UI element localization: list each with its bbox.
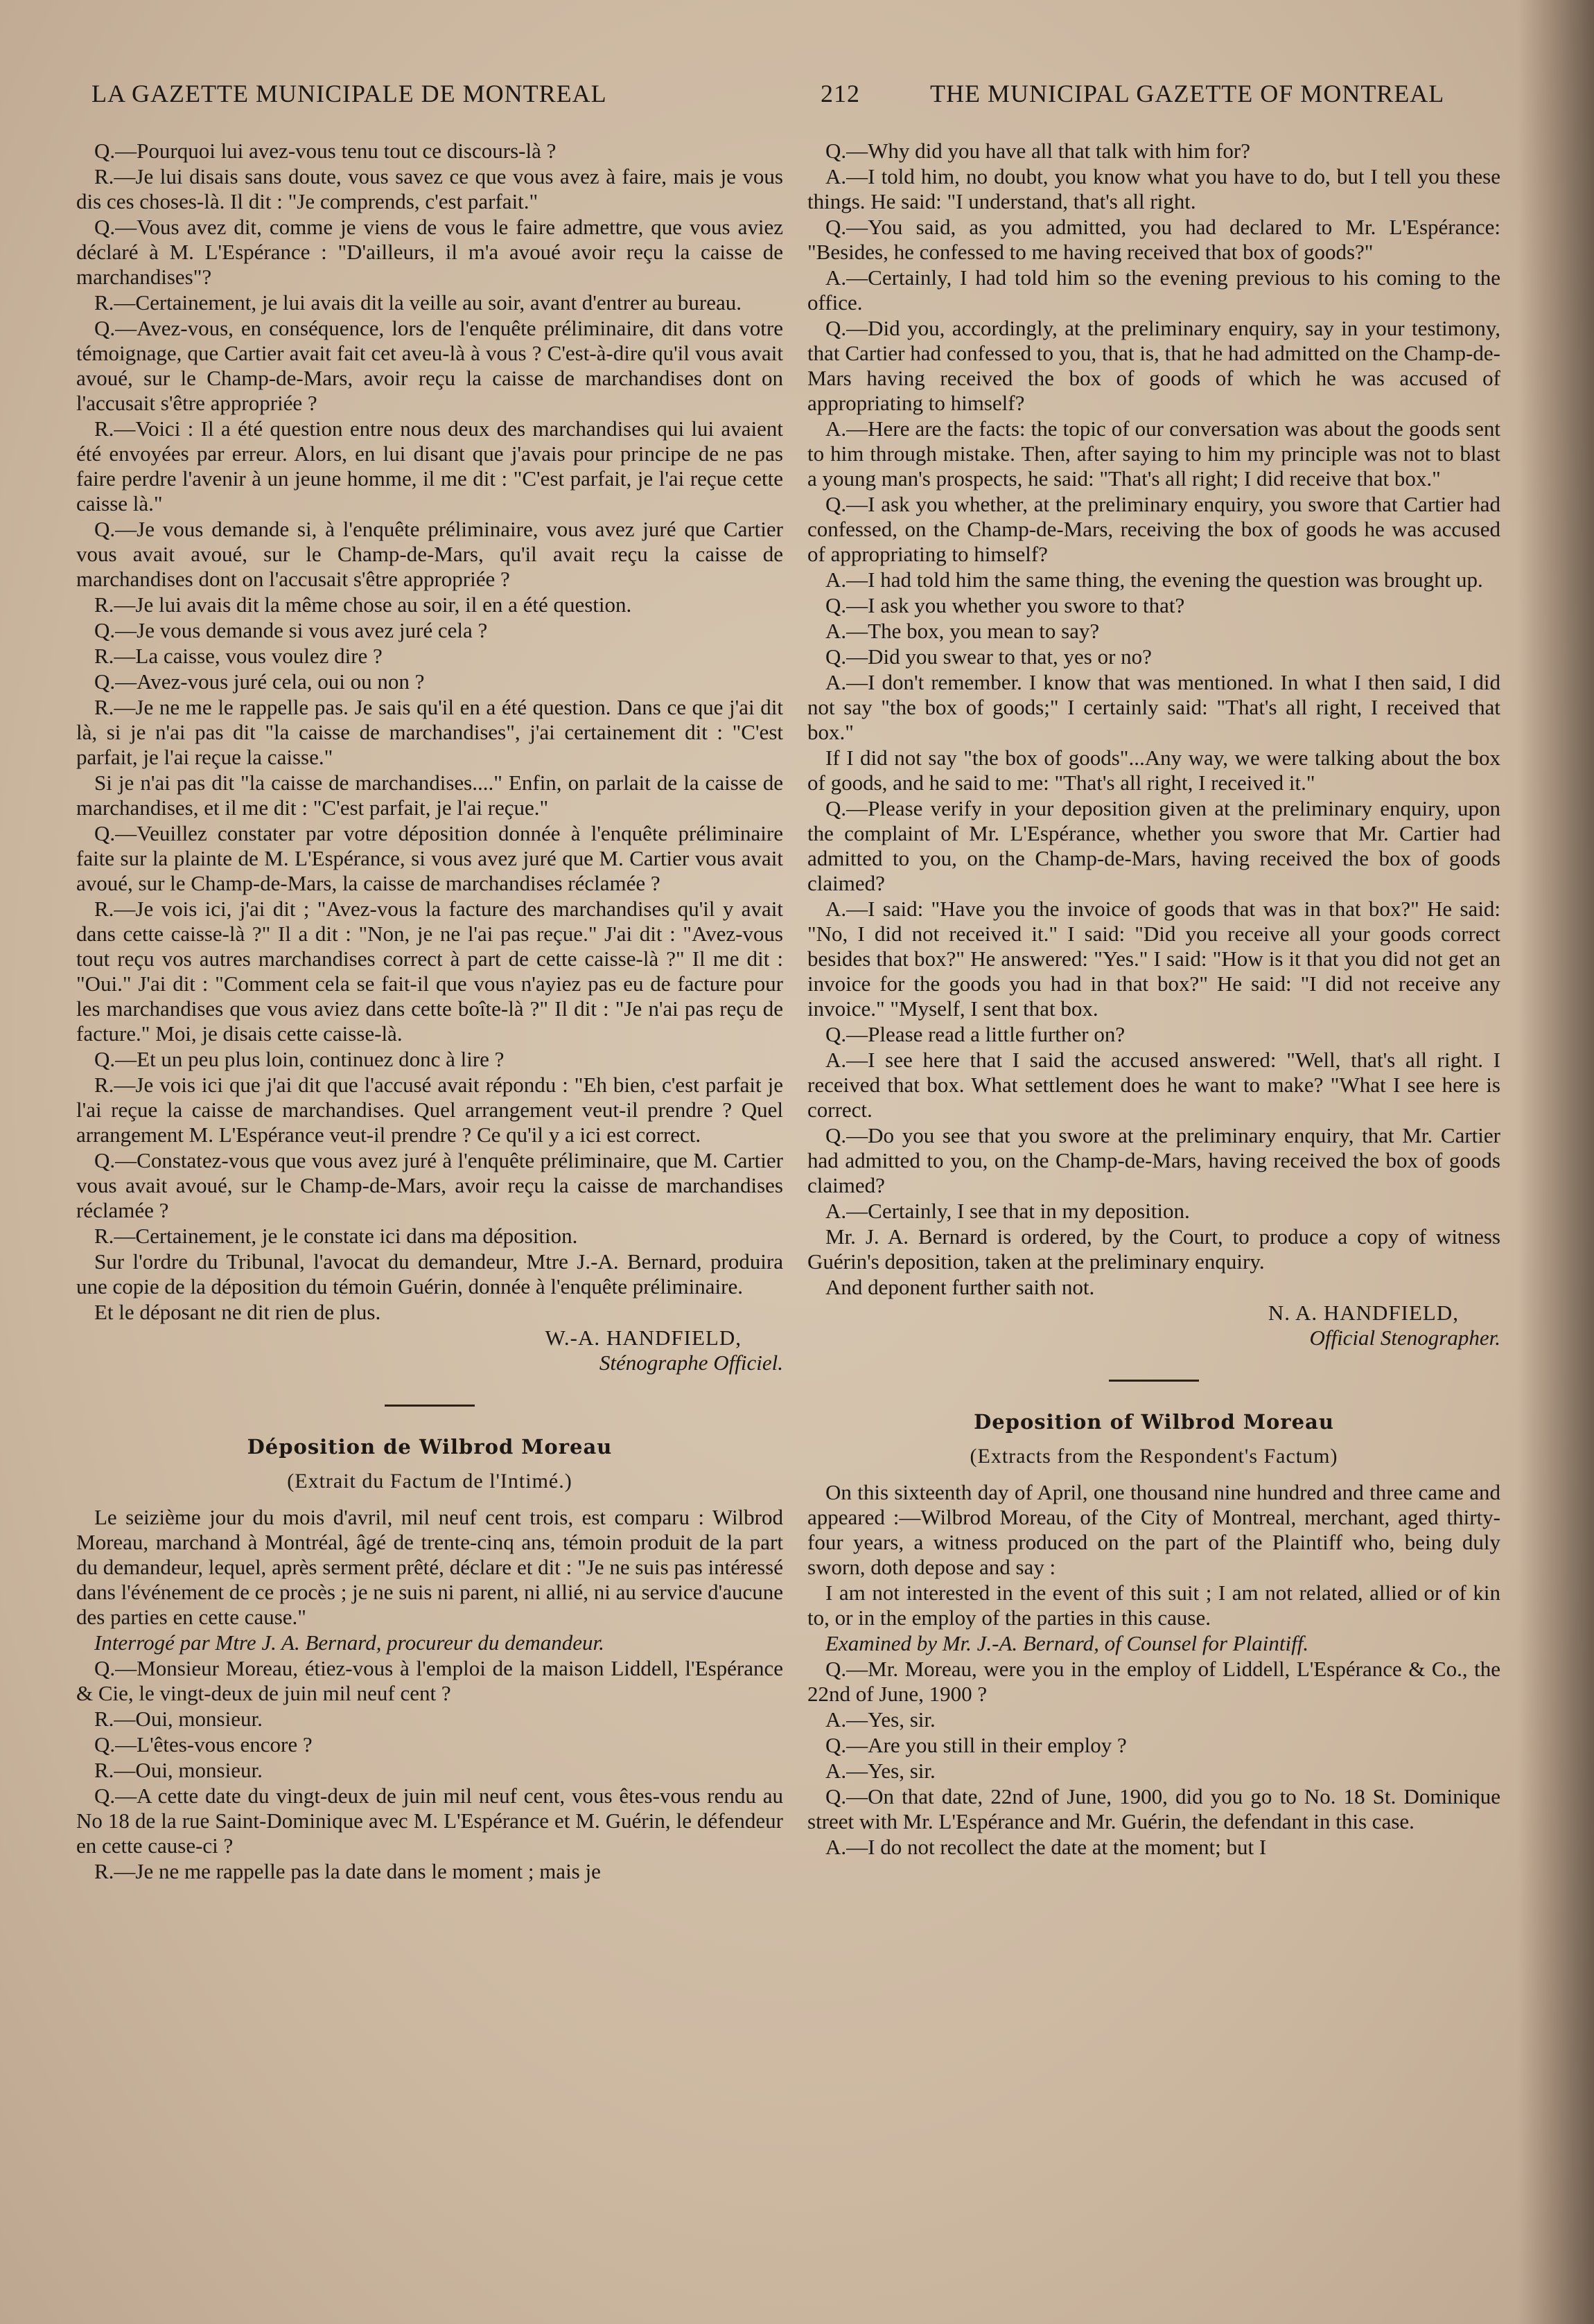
english-column [807, 139, 1500, 1860]
header-title-english: THE MUNICIPAL GAZETTE OF MONTREAL [930, 80, 1445, 107]
testimony-paragraph: R.—Je lui disais sans doute, vous savez ce que vous avez à faire, mais je vous dis ces choses-là. Il dit : "Je comprends, c'est parfait." [76, 164, 783, 213]
header-title-french: LA GAZETTE MUNICIPALE DE MONTREAL [91, 80, 607, 107]
page-number: 212 [821, 80, 860, 107]
testimony-paragraph: Q.—Mr. Moreau, were you in the employ of Liddell, L'Espérance & Co., the 22nd of June, 1900 ? [807, 1657, 1500, 1706]
section-divider [385, 1405, 475, 1407]
testimony-paragraph: Q.—Veuillez constater par votre déposition donnée à l'enquête préliminaire faite sur la plainte de M. L'Espérance, si vous avez juré que M. Cartier vous avait avoué, sur le Champ-de-Mars, la caisse de marchandises réclamée ? [76, 821, 783, 895]
testimony-paragraph: R.—Voici : Il a été question entre nous deux des marchandises qui lui avaient été envoyées par erreur. Alors, en lui disant que j'avais pour principe de ne pas faire perdre l'avenir à un jeune homme, il me dit : "C'est parfait, je l'ai reçue cette caisse là." [76, 416, 783, 516]
english-testimony [807, 139, 1500, 1300]
testimony-paragraph: R.—Certainement, je lui avais dit la veille au soir, avant d'entrer au bureau. [94, 290, 742, 315]
page-header [91, 75, 1498, 116]
testimony-paragraph: R.—Je ne me le rappelle pas. Je sais qu'il en a été question. Dans ce que j'ai dit là, si je n'ai pas dit "la caisse de marchandises", j'ai certainement dit : "C'est parfait, je l'ai reçue la caisse." [76, 695, 783, 769]
testimony-paragraph: R.—Je vois ici, j'ai dit ; "Avez-vous la facture des marchandises qu'il y avait dans cette caisse-là ?" Il a dit : "Non, je ne l'ai pas reçue." J'ai dit : "Avez-vous tout reçu vos autres marchandises correct à part de cette caisse-là ?" Il me dit : "Oui." J'ai dit : "Comment cela se fait-il que vous n'ayiez pas eu de facture pour les marchandises que vous aviez dans cette boîte-là ?" Il dit : "Je n'ai pas reçu de facture." Moi, je disais cette caisse-là. [76, 897, 783, 1046]
testimony-paragraph: Q.—On that date, 22nd of June, 1900, did you go to No. 18 St. Dominique street with Mr. L'Espérance and Mr. Guérin, the defendant in this case. [807, 1784, 1500, 1833]
section-divider [1109, 1380, 1199, 1382]
testimony-paragraph: A.—I see here that I said the accused answered: "Well, that's all right. I received that box. What settlement does he want to make? "What I see here is correct. [807, 1048, 1500, 1122]
french-signature-title: Sténographe Officiel. [599, 1350, 783, 1375]
testimony-paragraph: A.—Here are the facts: the topic of our conversation was about the goods sent to him through mistake. Then, after saying to him my principle was not to blast a young man's prospects, he said: "That's all right; I did receive that box." [807, 416, 1500, 491]
testimony-paragraph: A.—I said: "Have you the invoice of goods that was in that box?" He said: "No, I did not received it." I said: "Did you receive all your goods correct besides that box?" He answered: "Yes." I said: "How is it that you did not get an invoice for the goods you had in that box?" He said: "I did not receive any invoice." "Myself, I sent that box. [807, 897, 1500, 1021]
french-testimony [76, 139, 783, 1325]
english-deposition-subtitle: (Extracts from the Respondent's Factum) [970, 1445, 1338, 1468]
testimony-paragraph: Q.—Do you see that you swore at the preliminary enquiry, that Mr. Cartier had admitted to you, on the Champ-de-Mars, having received the box of goods claimed? [807, 1123, 1500, 1197]
testimony-paragraph: Q.—Monsieur Moreau, étiez-vous à l'emploi de la maison Liddell, l'Espérance & Cie, le vingt-deux de juin mil neuf cent ? [76, 1656, 783, 1705]
testimony-paragraph: Q.—I ask you whether, at the preliminary enquiry, you swore that Cartier had confessed, on the Champ-de-Mars, receiving the box of goods he was accused of appropriating to himself? [807, 492, 1500, 566]
page-fold-shadow [1518, 0, 1594, 2324]
testimony-paragraph: R.—Oui, monsieur. [94, 1758, 263, 1782]
testimony-paragraph: R.—Oui, monsieur. [94, 1707, 263, 1731]
testimony-paragraph: Q.—Are you still in their employ ? [825, 1733, 1127, 1757]
testimony-paragraph: Q.—Please verify in your deposition given at the preliminary enquiry, upon the complaint of Mr. L'Espérance, whether you swore that Mr. Cartier had admitted to you, on the Champ-de-Mars, having received the box of goods claimed? [807, 796, 1500, 895]
testimony-paragraph: A.—I had told him the same thing, the evening the question was brought up. [825, 567, 1483, 592]
testimony-paragraph: Q.—You said, as you admitted, you had declared to Mr. L'Espérance: "Besides, he confessed to me having received that box of goods?" [807, 215, 1500, 264]
testimony-paragraph: A.—Certainly, I had told him so the evening previous to his coming to the office. [807, 265, 1500, 315]
testimony-paragraph: Q.—Je vous demande si, à l'enquête préliminaire, vous avez juré que Cartier vous avait avoué, sur le Champ-de-Mars, qu'il avait reçu la caisse de marchandises dont on l'accusait s'être appropriée ? [76, 517, 783, 591]
testimony-paragraph: Q.—Avez-vous, en conséquence, lors de l'enquête préliminaire, dit dans votre témoignage, que Cartier avait fait cet aveu-là à vous ? C'est-à-dire qu'il vous avait avoué, sur le Champ-de-Mars, avoir reçu la caisse de marchandises dont on l'accusait s'être appropriée ? [76, 316, 783, 415]
testimony-paragraph: Q.—L'êtes-vous encore ? [94, 1732, 313, 1757]
testimony-paragraph: Q.—I ask you whether you swore to that? [825, 593, 1185, 617]
testimony-paragraph: A.—Yes, sir. [825, 1707, 936, 1732]
testimony-paragraph: R.—Je ne me rappelle pas la date dans le moment ; mais je [94, 1859, 601, 1883]
testimony-paragraph: A.—Certainly, I see that in my deposition. [825, 1199, 1190, 1223]
english-deposition-testimony [807, 1657, 1500, 1860]
testimony-paragraph: Q.—Pourquoi lui avez-vous tenu tout ce discours-là ? [94, 139, 557, 163]
english-deposition-title: Deposition of Wilbrod Moreau [974, 1410, 1334, 1434]
testimony-paragraph: R.—La caisse, vous voulez dire ? [94, 644, 383, 668]
testimony-paragraph: R.—Je vois ici que j'ai dit que l'accusé avait répondu : "Eh bien, c'est parfait je l'ai reçue la caisse de marchandises. Quel arrangement veut-il prendre ? Quel arrangement M. L'Espérance veut-il prendre ? Ce qu'il y a ici est correct. [76, 1073, 783, 1147]
testimony-paragraph: A.—The box, you mean to say? [825, 619, 1100, 643]
english-signature-title: Official Stenographer. [1309, 1326, 1500, 1350]
french-deposition-intro: Le seizième jour du mois d'avril, mil neuf cent trois, est comparu : Wilbrod Moreau, marchand à Montréal, âgé de trente-cinq ans, témoin produit de la part du demandeur, lequel, après serment prêté, déclare et dit : "Je ne suis pas intéressé dans l'événement de ce procès ; je ne suis ni parent, ni allié, ni au service d'aucune des parties en cette cause." [76, 1505, 784, 1629]
french-examined-by: Interrogé par Mtre J. A. Bernard, procureur du demandeur. [94, 1630, 604, 1655]
testimony-paragraph: Q.—A cette date du vingt-deux de juin mil neuf cent, vous êtes-vous rendu au No 18 de la rue Saint-Dominique avec M. L'Espérance et M. Guérin, le défendeur en cette cause-ci ? [76, 1784, 783, 1858]
english-examined-by: Examined by Mr. J.-A. Bernard, of Counsel for Plaintiff. [825, 1631, 1309, 1655]
testimony-paragraph: Q.—Je vous demande si vous avez juré cela ? [94, 618, 488, 642]
english-deposition-statement: I am not interested in the event of this suit ; I am not related, allied or of kin to, or in the employ of the parties in this cause. [807, 1581, 1500, 1630]
testimony-paragraph: Si je n'ai pas dit "la caisse de marchandises...." Enfin, on parlait de la caisse de marchandises, et il me dit : "C'est parfait, je l'ai reçue." [76, 771, 783, 820]
testimony-paragraph: Et le déposant ne dit rien de plus. [94, 1300, 381, 1324]
english-deposition-intro: On this sixteenth day of April, one thousand nine hundred and three came and appeared :—Wilbrod Moreau, of the City of Montreal, merchant, aged thirty-four years, a witness produced on the part of the Plaintiff who, being duly sworn, doth depose and say : [807, 1480, 1500, 1579]
testimony-paragraph: Q.—Vous avez dit, comme je viens de vous le faire admettre, que vous aviez déclaré à M. L'Espérance : "D'ailleurs, il m'a avoué avoir reçu la caisse de marchandises"? [76, 215, 783, 289]
testimony-paragraph: A.—I do not recollect the date at the moment; but I [825, 1835, 1267, 1859]
testimony-paragraph: R.—Certainement, je le constate ici dans ma déposition. [94, 1224, 578, 1248]
testimony-paragraph: Q.—Et un peu plus loin, continuez donc à lire ? [94, 1047, 505, 1071]
french-column [76, 139, 783, 1885]
testimony-paragraph: If I did not say "the box of goods"...Any way, we were talking about the box of goods, and he said to me: "That's all right, I received it." [807, 746, 1500, 795]
testimony-paragraph: Q.—Please read a little further on? [825, 1022, 1126, 1046]
english-signature-name: N. A. HANDFIELD, [1268, 1301, 1459, 1325]
french-deposition-testimony [76, 1656, 783, 1884]
testimony-paragraph: Q.—Did you swear to that, yes or no? [825, 644, 1152, 669]
french-deposition-title: Déposition de Wilbrod Moreau [247, 1435, 613, 1459]
french-signature-name: W.-A. HANDFIELD, [545, 1326, 742, 1350]
testimony-paragraph: Q.—Constatez-vous que vous avez juré à l'enquête préliminaire, que M. Cartier vous avait avoué, sur le Champ-de-Mars, avoir reçu la caisse de marchandises réclamée ? [76, 1148, 783, 1222]
testimony-paragraph: Q.—Avez-vous juré cela, oui ou non ? [94, 669, 425, 694]
testimony-paragraph: A.—Yes, sir. [825, 1759, 936, 1783]
testimony-paragraph: Q.—Did you, accordingly, at the preliminary enquiry, say in your testimony, that Cartier had confessed to you, that is, that he had admitted on the Champ-de-Mars having received the box of goods of which he was accused of appropriating to himself? [807, 316, 1500, 415]
french-deposition-subtitle: (Extrait du Factum de l'Intimé.) [287, 1470, 572, 1493]
testimony-paragraph: R.—Je lui avais dit la même chose au soir, il en a été question. [94, 592, 632, 617]
testimony-paragraph: Q.—Why did you have all that talk with him for? [825, 139, 1250, 163]
testimony-paragraph: Mr. J. A. Bernard is ordered, by the Court, to produce a copy of witness Guérin's deposition, taken at the preliminary enquiry. [807, 1224, 1500, 1274]
testimony-paragraph: Sur l'ordre du Tribunal, l'avocat du demandeur, Mtre J.-A. Bernard, produira une copie de la déposition du témoin Guérin, donnée à l'enquête préliminaire. [76, 1249, 783, 1299]
testimony-paragraph: A.—I don't remember. I know that was mentioned. In what I then said, I did not say "the box of goods;" I certainly said: "That's all right, I received that box." [807, 670, 1500, 744]
testimony-paragraph: And deponent further saith not. [825, 1275, 1095, 1299]
testimony-paragraph: A.—I told him, no doubt, you know what you have to do, but I tell you these things. He said: "I understand, that's all right. [807, 164, 1500, 213]
